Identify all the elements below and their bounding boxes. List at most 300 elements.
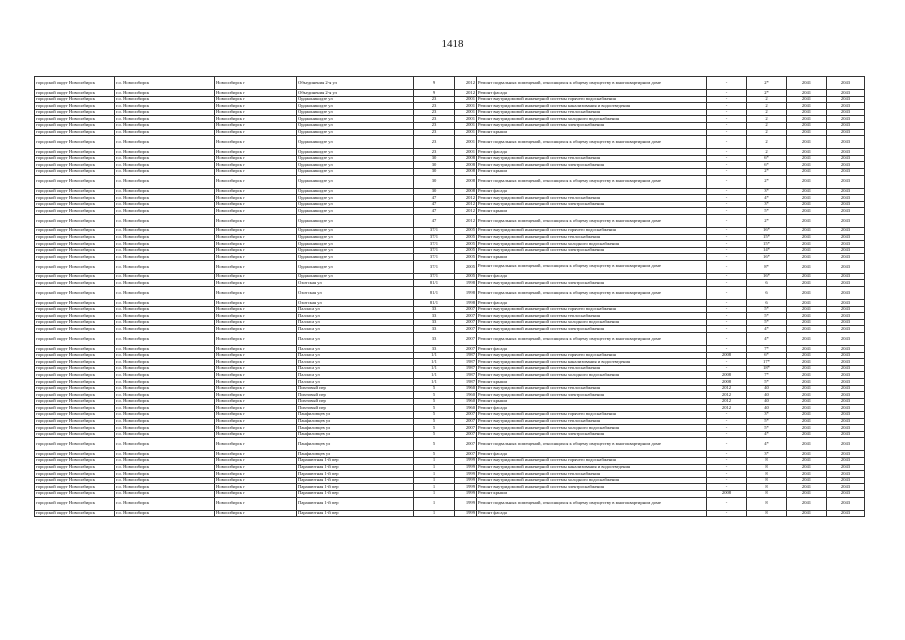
municipality-cell: городской округ Новосибирск xyxy=(35,313,115,320)
city-cell: Новосибирск г xyxy=(215,162,297,169)
build-year-cell: 2001 xyxy=(455,103,477,110)
settlement-cell: г.о. Новосибирск xyxy=(115,484,215,491)
start-year-cell: 2041 xyxy=(787,214,827,227)
work-type-cell: Ремонт внутридомовой инженерной системы холодного водоснабжения xyxy=(477,425,707,432)
end-year-cell: 2043 xyxy=(827,162,865,169)
end-year-cell: 2043 xyxy=(827,122,865,129)
table-row xyxy=(35,425,865,432)
table-row xyxy=(35,129,865,136)
build-year-cell: 1987 xyxy=(455,379,477,386)
municipality-cell: городской округ Новосибирск xyxy=(35,162,115,169)
wear-cell: 3* xyxy=(747,411,787,418)
city-cell: Новосибирск г xyxy=(215,425,297,432)
settlement-cell: г.о. Новосибирск xyxy=(115,359,215,366)
last-repair-year-cell: - xyxy=(707,149,747,156)
wear-cell: 6* xyxy=(747,155,787,162)
table-row xyxy=(35,497,865,510)
street-cell: Орджоникидзе ул xyxy=(297,96,414,103)
settlement-cell: г.о. Новосибирск xyxy=(115,77,215,90)
start-year-cell: 2041 xyxy=(787,149,827,156)
city-cell: Новосибирск г xyxy=(215,405,297,412)
city-cell: Новосибирск г xyxy=(215,103,297,110)
last-repair-year-cell: - xyxy=(707,431,747,438)
start-year-cell: 2041 xyxy=(787,497,827,510)
street-cell: Орджоникидзе ул xyxy=(297,201,414,208)
work-type-cell: Ремонт подвальных помещений, относящихся к общему имуществу в многоквартирном доме xyxy=(477,438,707,451)
settlement-cell: г.о. Новосибирск xyxy=(115,451,215,458)
last-repair-year-cell: - xyxy=(707,201,747,208)
street-cell: Орджоникидзе ул xyxy=(297,227,414,234)
last-repair-year-cell: 2012 xyxy=(707,398,747,405)
work-type-cell: Ремонт внутридомовой инженерной системы горячего водоснабжения xyxy=(477,457,707,464)
work-type-cell: Ремонт внутридомовой инженерной системы теплоснабжения xyxy=(477,155,707,162)
build-year-cell: 1999 xyxy=(455,490,477,497)
street-cell: Пихтовый пер xyxy=(297,385,414,392)
house-number-cell: 37/1 xyxy=(414,241,455,248)
house-number-cell: 23 xyxy=(414,103,455,110)
house-number-cell: 30 xyxy=(414,162,455,169)
municipality-cell: городской округ Новосибирск xyxy=(35,136,115,149)
build-year-cell: 2001 xyxy=(455,96,477,103)
settlement-cell: г.о. Новосибирск xyxy=(115,346,215,353)
house-number-cell: 37/1 xyxy=(414,227,455,234)
wear-cell: 3* xyxy=(747,201,787,208)
build-year-cell: 2001 xyxy=(455,109,477,116)
table-row xyxy=(35,273,865,280)
build-year-cell: 1960 xyxy=(455,398,477,405)
last-repair-year-cell: - xyxy=(707,484,747,491)
work-type-cell: Ремонт крыши xyxy=(477,398,707,405)
city-cell: Новосибирск г xyxy=(215,385,297,392)
build-year-cell: 2012 xyxy=(455,201,477,208)
start-year-cell: 2041 xyxy=(787,129,827,136)
street-cell: Объединения 2-я ул xyxy=(297,90,414,97)
build-year-cell: 1999 xyxy=(455,477,477,484)
wear-cell: 16* xyxy=(747,227,787,234)
build-year-cell: 2012 xyxy=(455,195,477,202)
start-year-cell: 2041 xyxy=(787,227,827,234)
wear-cell: 8* xyxy=(747,260,787,273)
build-year-cell: 1999 xyxy=(455,497,477,510)
street-cell: Орджоникидзе ул xyxy=(297,188,414,195)
table-row xyxy=(35,411,865,418)
start-year-cell: 2041 xyxy=(787,109,827,116)
wear-cell: 5* xyxy=(747,379,787,386)
table-row xyxy=(35,365,865,372)
table-row xyxy=(35,103,865,110)
wear-cell: 8 xyxy=(747,464,787,471)
last-repair-year-cell: - xyxy=(707,326,747,333)
start-year-cell: 2041 xyxy=(787,464,827,471)
settlement-cell: г.о. Новосибирск xyxy=(115,352,215,359)
end-year-cell: 2043 xyxy=(827,359,865,366)
city-cell: Новосибирск г xyxy=(215,254,297,261)
house-number-cell: 23 xyxy=(414,96,455,103)
end-year-cell: 2043 xyxy=(827,411,865,418)
wear-cell: 8 xyxy=(747,484,787,491)
table-row xyxy=(35,155,865,162)
table-row xyxy=(35,372,865,379)
start-year-cell: 2041 xyxy=(787,438,827,451)
settlement-cell: г.о. Новосибирск xyxy=(115,300,215,307)
build-year-cell: 2008 xyxy=(455,175,477,188)
house-number-cell: 9 xyxy=(414,77,455,90)
settlement-cell: г.о. Новосибирск xyxy=(115,418,215,425)
work-type-cell: Ремонт внутридомовой инженерной системы электроснабжения xyxy=(477,162,707,169)
work-type-cell: Ремонт подвальных помещений, относящихся к общему имуществу в многоквартирном доме xyxy=(477,260,707,273)
house-number-cell: 37/1 xyxy=(414,247,455,254)
municipality-cell: городской округ Новосибирск xyxy=(35,109,115,116)
settlement-cell: г.о. Новосибирск xyxy=(115,471,215,478)
end-year-cell: 2043 xyxy=(827,431,865,438)
start-year-cell: 2041 xyxy=(787,162,827,169)
end-year-cell: 2043 xyxy=(827,484,865,491)
municipality-cell: городской округ Новосибирск xyxy=(35,122,115,129)
table-row xyxy=(35,208,865,215)
work-type-cell: Ремонт подвальных помещений, относящихся к общему имуществу в многоквартирном доме xyxy=(477,333,707,346)
city-cell: Новосибирск г xyxy=(215,431,297,438)
last-repair-year-cell: - xyxy=(707,214,747,227)
table-row xyxy=(35,234,865,241)
street-cell: Охотская ул xyxy=(297,280,414,287)
street-cell: Парашютная 1-й пер xyxy=(297,497,414,510)
wear-cell: 6* xyxy=(747,352,787,359)
build-year-cell: 1999 xyxy=(455,464,477,471)
city-cell: Новосибирск г xyxy=(215,227,297,234)
last-repair-year-cell: 2012 xyxy=(707,385,747,392)
table-row xyxy=(35,227,865,234)
settlement-cell: г.о. Новосибирск xyxy=(115,149,215,156)
settlement-cell: г.о. Новосибирск xyxy=(115,168,215,175)
start-year-cell: 2041 xyxy=(787,431,827,438)
municipality-cell: городской округ Новосибирск xyxy=(35,234,115,241)
wear-cell: 6 xyxy=(747,300,787,307)
start-year-cell: 2041 xyxy=(787,326,827,333)
house-number-cell: 47 xyxy=(414,208,455,215)
work-type-cell: Ремонт внутридомовой инженерной системы горячего водоснабжения xyxy=(477,96,707,103)
build-year-cell: 2012 xyxy=(455,77,477,90)
municipality-cell: городской округ Новосибирск xyxy=(35,365,115,372)
start-year-cell: 2041 xyxy=(787,451,827,458)
build-year-cell: 2007 xyxy=(455,411,477,418)
city-cell: Новосибирск г xyxy=(215,392,297,399)
wear-cell: 5* xyxy=(747,418,787,425)
work-type-cell: Ремонт внутридомовой инженерной системы горячего водоснабжения xyxy=(477,227,707,234)
table-row xyxy=(35,464,865,471)
build-year-cell: 2001 xyxy=(455,149,477,156)
table-row xyxy=(35,333,865,346)
end-year-cell: 2043 xyxy=(827,280,865,287)
settlement-cell: г.о. Новосибирск xyxy=(115,273,215,280)
wear-cell: 2* xyxy=(747,175,787,188)
end-year-cell: 2043 xyxy=(827,457,865,464)
street-cell: Орджоникидзе ул xyxy=(297,149,414,156)
settlement-cell: г.о. Новосибирск xyxy=(115,103,215,110)
work-type-cell: Ремонт подвальных помещений, относящихся к общему имуществу в многоквартирном доме xyxy=(477,214,707,227)
table-row xyxy=(35,149,865,156)
last-repair-year-cell: - xyxy=(707,457,747,464)
house-number-cell: 5 xyxy=(414,385,455,392)
house-number-cell: 37/1 xyxy=(414,260,455,273)
work-type-cell: Ремонт внутридомовой инженерной системы теплоснабжения xyxy=(477,365,707,372)
municipality-cell: городской округ Новосибирск xyxy=(35,287,115,300)
start-year-cell: 2041 xyxy=(787,175,827,188)
end-year-cell: 2043 xyxy=(827,326,865,333)
build-year-cell: 2008 xyxy=(455,155,477,162)
end-year-cell: 2043 xyxy=(827,129,865,136)
table-row xyxy=(35,319,865,326)
start-year-cell: 2041 xyxy=(787,241,827,248)
wear-cell: 5* xyxy=(747,208,787,215)
wear-cell: 7* xyxy=(747,346,787,353)
table-row xyxy=(35,392,865,399)
municipality-cell: городской округ Новосибирск xyxy=(35,116,115,123)
municipality-cell: городской округ Новосибирск xyxy=(35,208,115,215)
wear-cell: 40 xyxy=(747,385,787,392)
street-cell: Панфиловцев ул xyxy=(297,451,414,458)
start-year-cell: 2041 xyxy=(787,477,827,484)
table-row xyxy=(35,247,865,254)
municipality-cell: городской округ Новосибирск xyxy=(35,247,115,254)
municipality-cell: городской округ Новосибирск xyxy=(35,227,115,234)
house-number-cell: 9 xyxy=(414,90,455,97)
street-cell: Панфиловцев ул xyxy=(297,418,414,425)
street-cell: Парашютная 1-й пер xyxy=(297,471,414,478)
street-cell: Орджоникидзе ул xyxy=(297,208,414,215)
end-year-cell: 2043 xyxy=(827,398,865,405)
city-cell: Новосибирск г xyxy=(215,306,297,313)
settlement-cell: г.о. Новосибирск xyxy=(115,287,215,300)
work-type-cell: Ремонт крыши xyxy=(477,129,707,136)
work-type-cell: Ремонт внутридомовой инженерной системы горячего водоснабжения xyxy=(477,352,707,359)
end-year-cell: 2043 xyxy=(827,155,865,162)
wear-cell: 16* xyxy=(747,254,787,261)
street-cell: Орджоникидзе ул xyxy=(297,175,414,188)
end-year-cell: 2043 xyxy=(827,188,865,195)
house-number-cell: 23 xyxy=(414,109,455,116)
municipality-cell: городской округ Новосибирск xyxy=(35,300,115,307)
house-number-cell: 5 xyxy=(414,411,455,418)
last-repair-year-cell: - xyxy=(707,306,747,313)
work-type-cell: Ремонт внутридомовой инженерной системы горячего водоснабжения xyxy=(477,411,707,418)
wear-cell: 4* xyxy=(747,438,787,451)
start-year-cell: 2041 xyxy=(787,195,827,202)
city-cell: Новосибирск г xyxy=(215,201,297,208)
house-number-cell: 1/1 xyxy=(414,359,455,366)
work-type-cell: Ремонт внутридомовой инженерной системы электроснабжения xyxy=(477,484,707,491)
wear-cell: 5* xyxy=(747,306,787,313)
wear-cell: 6 xyxy=(747,287,787,300)
build-year-cell: 2005 xyxy=(455,234,477,241)
start-year-cell: 2041 xyxy=(787,365,827,372)
table-row xyxy=(35,175,865,188)
work-type-cell: Ремонт внутридомовой инженерной системы электроснабжения xyxy=(477,326,707,333)
table-row xyxy=(35,109,865,116)
start-year-cell: 2041 xyxy=(787,385,827,392)
last-repair-year-cell: - xyxy=(707,234,747,241)
table-row xyxy=(35,457,865,464)
last-repair-year-cell: 2012 xyxy=(707,405,747,412)
municipality-cell: городской округ Новосибирск xyxy=(35,77,115,90)
table-row xyxy=(35,385,865,392)
work-type-cell: Ремонт внутридомовой инженерной системы холодного водоснабжения xyxy=(477,477,707,484)
work-type-cell: Ремонт крыши xyxy=(477,254,707,261)
wear-cell: 6 xyxy=(747,280,787,287)
street-cell: Орджоникидзе ул xyxy=(297,234,414,241)
house-number-cell: 5 xyxy=(414,398,455,405)
last-repair-year-cell: - xyxy=(707,438,747,451)
municipality-cell: городской округ Новосибирск xyxy=(35,490,115,497)
last-repair-year-cell: 2008 xyxy=(707,352,747,359)
city-cell: Новосибирск г xyxy=(215,372,297,379)
table-row xyxy=(35,214,865,227)
settlement-cell: г.о. Новосибирск xyxy=(115,109,215,116)
city-cell: Новосибирск г xyxy=(215,411,297,418)
municipality-cell: городской округ Новосибирск xyxy=(35,418,115,425)
table-row xyxy=(35,431,865,438)
street-cell: Орджоникидзе ул xyxy=(297,195,414,202)
house-number-cell: 5 xyxy=(414,405,455,412)
build-year-cell: 1960 xyxy=(455,405,477,412)
start-year-cell: 2041 xyxy=(787,333,827,346)
street-cell: Палласа ул xyxy=(297,333,414,346)
work-type-cell: Ремонт крыши xyxy=(477,379,707,386)
end-year-cell: 2043 xyxy=(827,471,865,478)
work-type-cell: Ремонт внутридомовой инженерной системы холодного водоснабжения xyxy=(477,116,707,123)
build-year-cell: 2001 xyxy=(455,116,477,123)
house-number-cell: 33 xyxy=(414,326,455,333)
last-repair-year-cell: - xyxy=(707,116,747,123)
end-year-cell: 2043 xyxy=(827,234,865,241)
last-repair-year-cell: - xyxy=(707,188,747,195)
street-cell: Орджоникидзе ул xyxy=(297,116,414,123)
table-row xyxy=(35,241,865,248)
work-type-cell: Ремонт внутридомовой инженерной системы теплоснабжения xyxy=(477,313,707,320)
start-year-cell: 2041 xyxy=(787,418,827,425)
last-repair-year-cell: - xyxy=(707,319,747,326)
work-type-cell: Ремонт крыши xyxy=(477,208,707,215)
last-repair-year-cell: - xyxy=(707,136,747,149)
table-row xyxy=(35,188,865,195)
house-number-cell: 33 xyxy=(414,313,455,320)
wear-cell: 2* xyxy=(747,77,787,90)
municipality-cell: городской округ Новосибирск xyxy=(35,379,115,386)
build-year-cell: 2007 xyxy=(455,333,477,346)
work-type-cell: Ремонт внутридомовой инженерной системы электроснабжения xyxy=(477,280,707,287)
city-cell: Новосибирск г xyxy=(215,398,297,405)
house-number-cell: 1/1 xyxy=(414,379,455,386)
house-number-cell: 23 xyxy=(414,149,455,156)
city-cell: Новосибирск г xyxy=(215,241,297,248)
work-type-cell: Ремонт фасада xyxy=(477,510,707,517)
table-row xyxy=(35,359,865,366)
settlement-cell: г.о. Новосибирск xyxy=(115,477,215,484)
work-type-cell: Ремонт фасада xyxy=(477,273,707,280)
table-row xyxy=(35,168,865,175)
table-row xyxy=(35,313,865,320)
last-repair-year-cell: - xyxy=(707,471,747,478)
municipality-cell: городской округ Новосибирск xyxy=(35,96,115,103)
settlement-cell: г.о. Новосибирск xyxy=(115,438,215,451)
city-cell: Новосибирск г xyxy=(215,122,297,129)
city-cell: Новосибирск г xyxy=(215,208,297,215)
wear-cell: 8 xyxy=(747,497,787,510)
wear-cell: 14* xyxy=(747,247,787,254)
house-number-cell: 1/1 xyxy=(414,352,455,359)
build-year-cell: 1987 xyxy=(455,365,477,372)
build-year-cell: 1999 xyxy=(455,510,477,517)
last-repair-year-cell: - xyxy=(707,425,747,432)
city-cell: Новосибирск г xyxy=(215,457,297,464)
table-row xyxy=(35,195,865,202)
settlement-cell: г.о. Новосибирск xyxy=(115,136,215,149)
last-repair-year-cell: - xyxy=(707,241,747,248)
start-year-cell: 2041 xyxy=(787,260,827,273)
house-number-cell: 33 xyxy=(414,346,455,353)
house-number-cell: 1/1 xyxy=(414,365,455,372)
build-year-cell: 2007 xyxy=(455,326,477,333)
last-repair-year-cell: - xyxy=(707,365,747,372)
house-number-cell: 1 xyxy=(414,510,455,517)
city-cell: Новосибирск г xyxy=(215,300,297,307)
last-repair-year-cell: - xyxy=(707,260,747,273)
end-year-cell: 2043 xyxy=(827,425,865,432)
street-cell: Парашютная 1-й пер xyxy=(297,510,414,517)
end-year-cell: 2043 xyxy=(827,300,865,307)
street-cell: Орджоникидзе ул xyxy=(297,254,414,261)
city-cell: Новосибирск г xyxy=(215,438,297,451)
settlement-cell: г.о. Новосибирск xyxy=(115,116,215,123)
wear-cell: 2 xyxy=(747,149,787,156)
wear-cell: 2 xyxy=(747,136,787,149)
municipality-cell: городской округ Новосибирск xyxy=(35,195,115,202)
wear-cell: 2 xyxy=(747,109,787,116)
build-year-cell: 1987 xyxy=(455,352,477,359)
street-cell: Орджоникидзе ул xyxy=(297,168,414,175)
table-row xyxy=(35,116,865,123)
settlement-cell: г.о. Новосибирск xyxy=(115,372,215,379)
last-repair-year-cell: - xyxy=(707,287,747,300)
house-number-cell: 5 xyxy=(414,438,455,451)
municipality-cell: городской округ Новосибирск xyxy=(35,372,115,379)
build-year-cell: 2001 xyxy=(455,122,477,129)
start-year-cell: 2041 xyxy=(787,136,827,149)
last-repair-year-cell: - xyxy=(707,162,747,169)
end-year-cell: 2043 xyxy=(827,497,865,510)
house-number-cell: 1 xyxy=(414,497,455,510)
street-cell: Орджоникидзе ул xyxy=(297,129,414,136)
house-number-cell: 1 xyxy=(414,484,455,491)
work-type-cell: Ремонт фасада xyxy=(477,300,707,307)
start-year-cell: 2041 xyxy=(787,155,827,162)
street-cell: Палласа ул xyxy=(297,326,414,333)
start-year-cell: 2041 xyxy=(787,300,827,307)
end-year-cell: 2043 xyxy=(827,313,865,320)
city-cell: Новосибирск г xyxy=(215,352,297,359)
city-cell: Новосибирск г xyxy=(215,90,297,97)
end-year-cell: 2043 xyxy=(827,260,865,273)
start-year-cell: 2041 xyxy=(787,425,827,432)
start-year-cell: 2041 xyxy=(787,103,827,110)
wear-cell: 2 xyxy=(747,96,787,103)
wear-cell: 2 xyxy=(747,103,787,110)
table-row xyxy=(35,352,865,359)
municipality-cell: городской округ Новосибирск xyxy=(35,359,115,366)
house-number-cell: 30 xyxy=(414,155,455,162)
municipality-cell: городской округ Новосибирск xyxy=(35,155,115,162)
work-type-cell: Ремонт внутридомовой инженерной системы электроснабжения xyxy=(477,122,707,129)
last-repair-year-cell: - xyxy=(707,273,747,280)
